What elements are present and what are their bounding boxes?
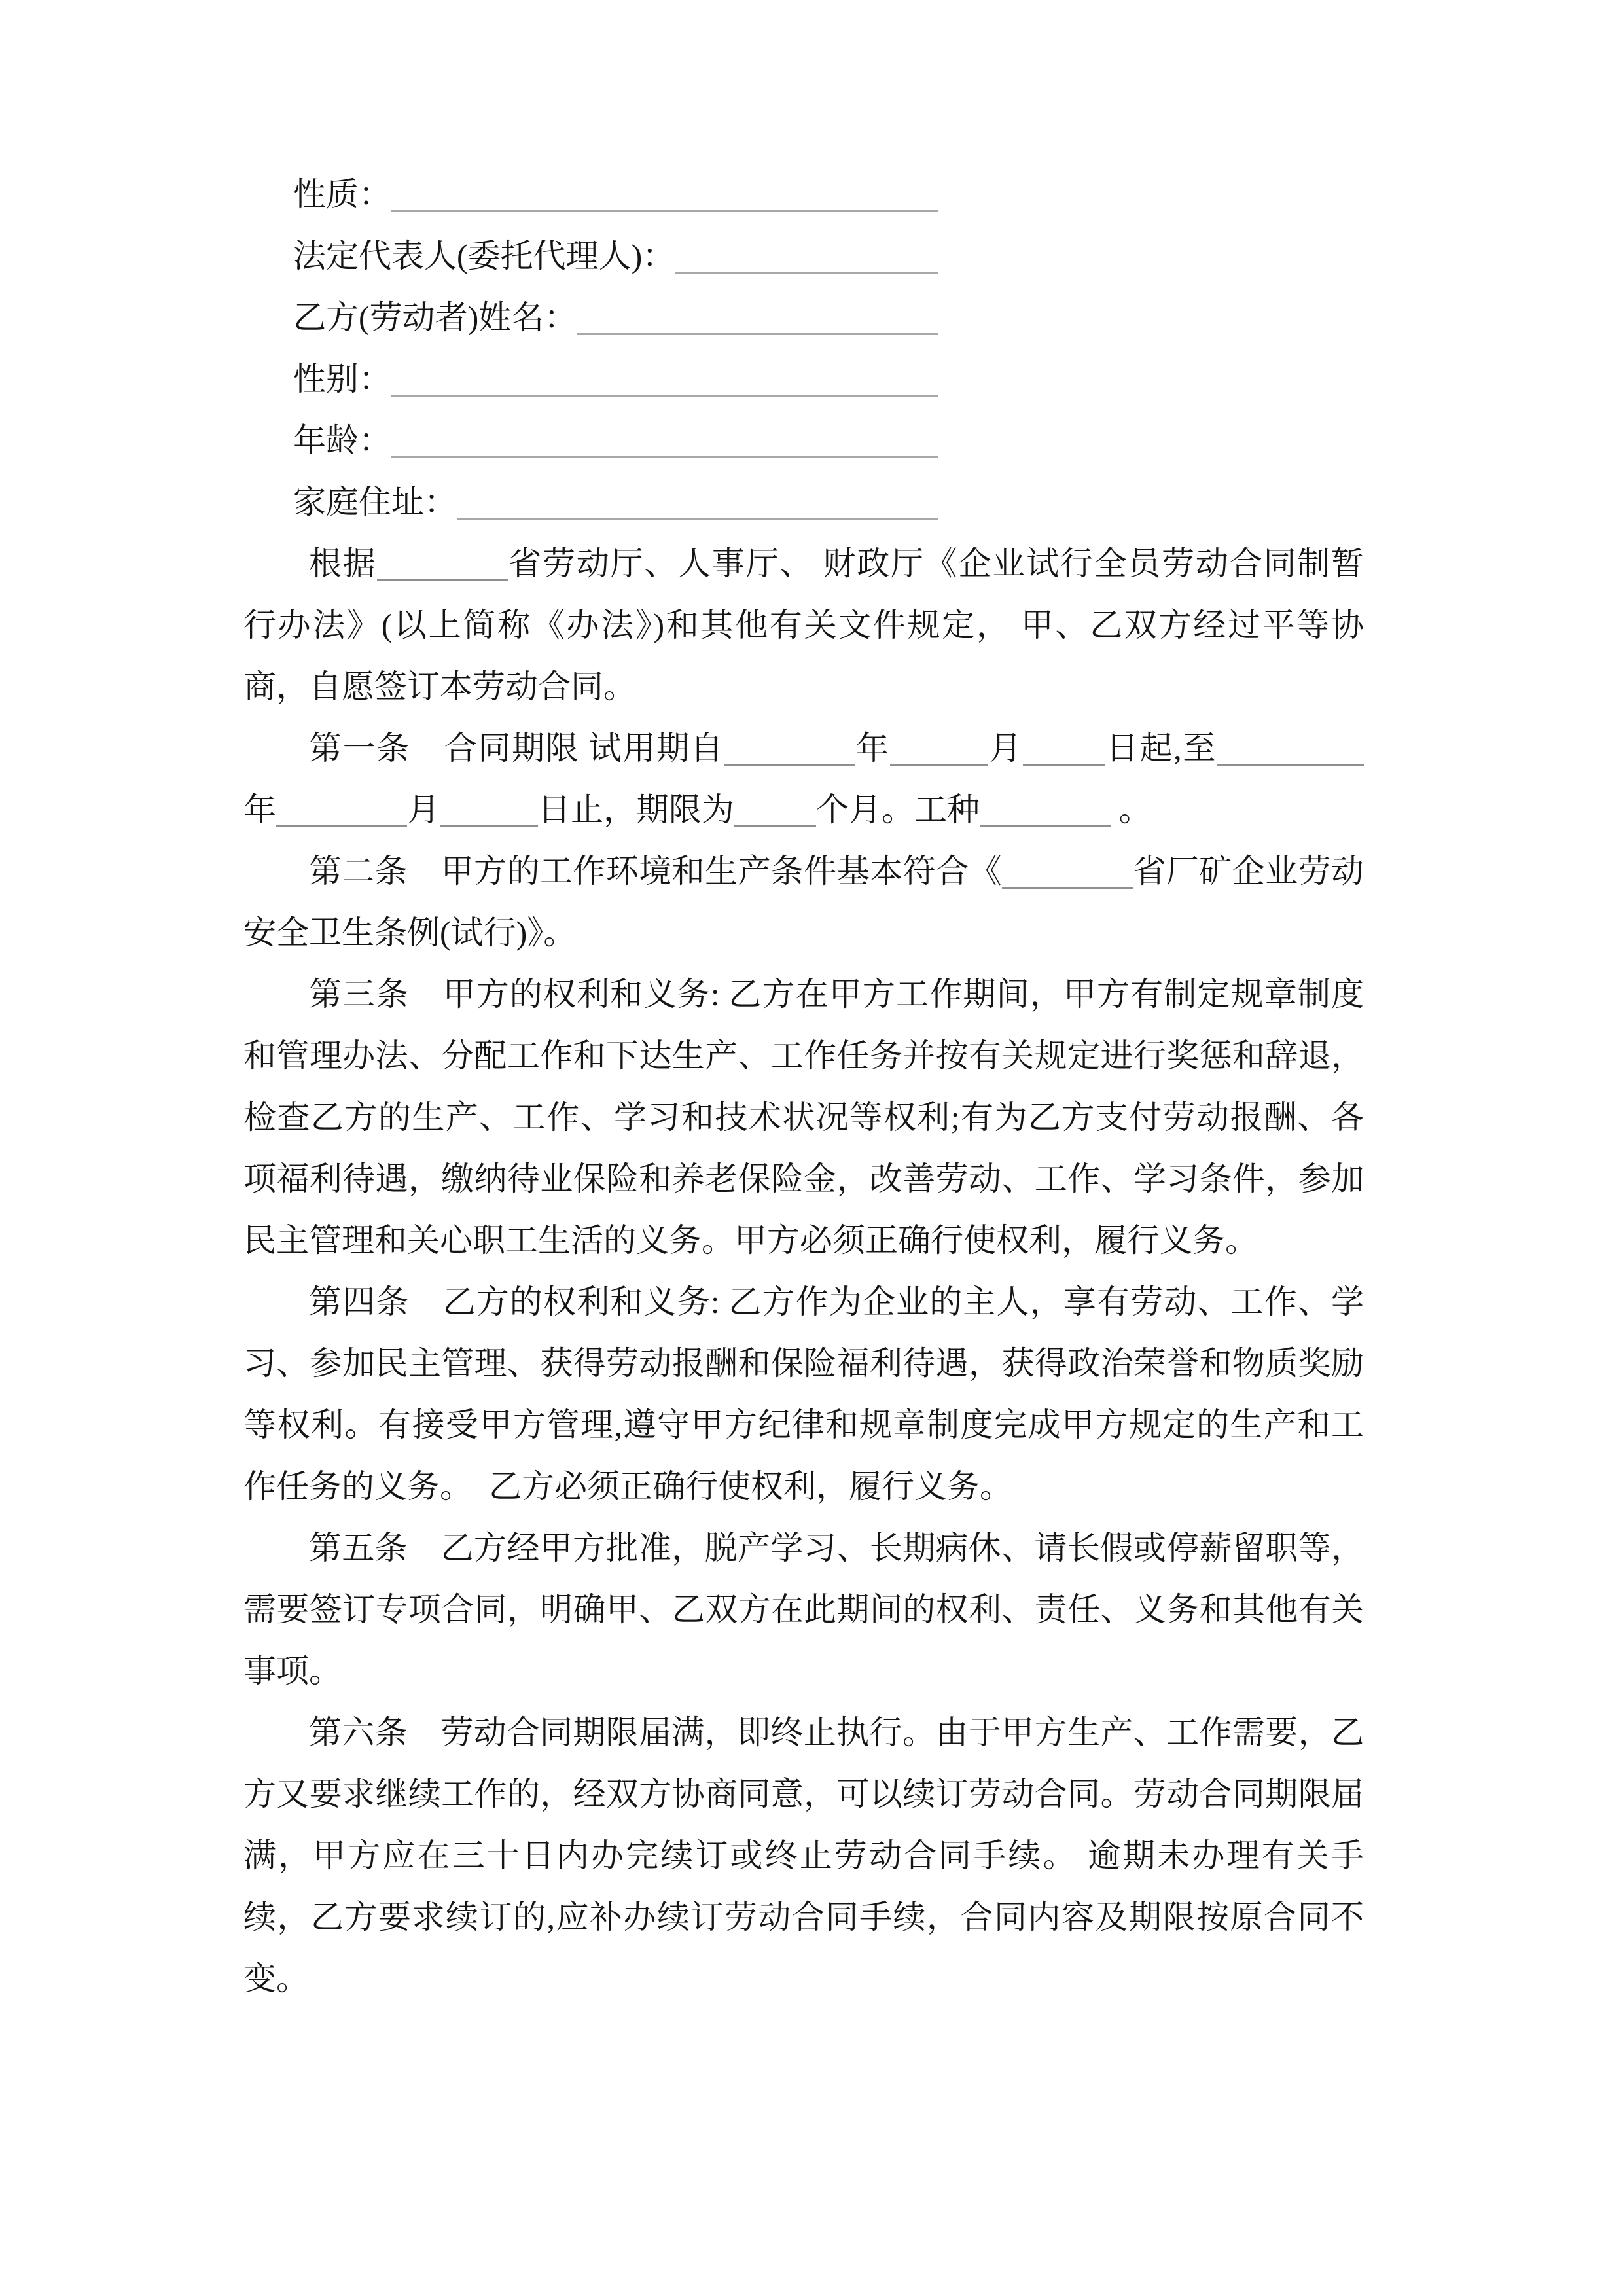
field-blank-legal-representative [675,272,938,274]
text-run: 日止，期限为 [538,791,734,828]
text-run: 年 [855,730,890,766]
text-run: 第三条 甲方的权利和义务: 乙方在甲方工作期间，甲方有制定规章制度和管理办法、分配工作和下达生产、工作任务并按有关规定进行奖惩和辞退，检查乙方的生产、工作、学习和技术状况等权利;有为乙方支付劳动报酬、各项福利待遇，缴纳待业保险和养老保险金，改善劳动、工作、学习条件，参加民主管理和关心职工生活的义务。甲方必须正确行使权利，履行义务。 [243,976,1364,1259]
text-run: 日起,至 [1105,730,1217,766]
field-blank-gender [391,395,938,397]
clause-preamble [243,533,1364,717]
text-run: 根据 [309,545,377,582]
blank-line [980,825,1111,827]
clause-5-special-contract [243,1517,1364,1702]
clause-6-expiry-renewal [243,1702,1364,2009]
blank-line [890,764,988,766]
field-label-gender: 性别： [293,361,391,397]
text-run: 省厂矿企业劳动安全卫生条例(试行)》。 [243,853,1364,951]
text-run: 第二条 甲方的工作环境和生产条件基本符合《 [309,853,1002,889]
text-run: 月 [988,730,1024,766]
text-run: 省劳动厅、人事厅、 财政厅《企业试行全员劳动合同制暂行办法》(以上简称《办法》)和其他有关文件规定， 甲、乙双方经过平等协商，自愿签订本劳动合同。 [243,545,1364,705]
text-run: 个月。工种 [816,791,980,828]
contract-body [243,164,1364,2009]
field-label-party-b-name: 乙方(劳动者)姓名： [293,299,577,336]
blank-line [1023,764,1105,766]
field-blank-party-b-name [577,333,938,335]
field-row-gender [293,348,938,410]
blank-line [440,825,538,827]
blank-line [724,764,855,766]
blank-line [1217,764,1364,766]
clause-4-party-b-rights [243,1271,1364,1517]
text-run: 。 [1111,791,1152,828]
field-row-age [293,410,938,471]
field-row-nature [293,164,938,225]
clause-2-work-conditions [243,840,1364,963]
text-run: 第六条 劳动合同期限届满，即终止执行。由于甲方生产、工作需要，乙方又要求继续工作的，经双方协商同意，可以续订劳动合同。劳动合同期限届满，甲方应在三十日内办完续订或终止劳动合同手续。 逾期未办理有关手续，乙方要求续订的,应补办续订劳动合同手续，合同内容及期限按原合同不变。 [243,1714,1364,1997]
field-blank-age [391,456,938,458]
clause-1-contract-term [243,717,1364,840]
field-blank-nature [391,210,938,212]
field-label-age: 年龄： [293,422,391,459]
text-run: 第一条 合同期限 试用期自 [309,730,724,766]
text-run: 月 [407,791,440,828]
field-label-nature: 性质： [293,176,391,213]
text-run: 第五条 乙方经甲方批准，脱产学习、长期病休、请长假或停薪留职等，需要签订专项合同，明确甲、乙双方在此期间的权利、责任、义务和其他有关事项。 [243,1530,1364,1689]
field-blank-home-address [457,518,938,520]
text-run: 第四条 乙方的权利和义务: 乙方作为企业的主人，享有劳动、工作、学习、参加民主管理、获得劳动报酬和保险福利待遇，获得政治荣誉和物质奖励等权利。有接受甲方管理,遵守甲方纪律和规章制度完成甲方规定的生产和工作任务的义务。 乙方必须正确行使权利，履行义务。 [243,1283,1364,1505]
field-label-home-address: 家庭住址： [293,484,457,520]
field-row-party-b-name [293,287,938,348]
field-row-legal-representative [293,225,938,287]
clause-3-party-a-rights [243,963,1364,1271]
blank-line [377,579,508,581]
text-run: 年 [243,791,276,828]
blank-line [734,825,816,827]
field-row-home-address [293,471,938,533]
blank-line [276,825,407,827]
blank-line [1002,887,1133,889]
field-label-legal-representative: 法定代表人(委托代理人)： [293,238,675,274]
